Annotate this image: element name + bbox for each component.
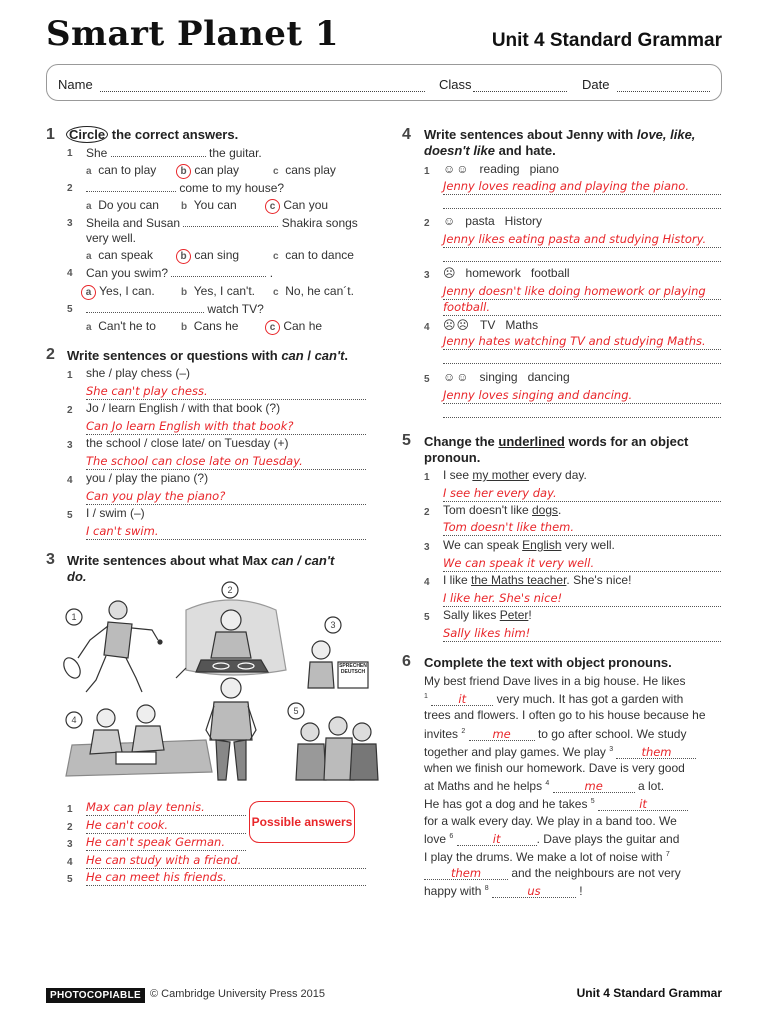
item-number: 3 [67, 440, 73, 451]
exercise-number: 2 [46, 346, 55, 363]
answer-line[interactable]: He can meet his friends. [86, 870, 366, 886]
item-text: Sheila and Susan Shakira songs [86, 216, 358, 230]
option-c[interactable]: c can to dance [273, 248, 354, 262]
item-number: 3 [424, 542, 430, 553]
answer-line[interactable]: Jenny hates watching TV and studying Maths. [443, 334, 721, 350]
item-text: watch TV? [86, 301, 264, 317]
answer-line[interactable]: He can't speak German. [86, 835, 246, 851]
item-prompt: you / play the piano (?) [86, 471, 209, 485]
answer-circle: b [176, 164, 191, 179]
date-label: Date [582, 77, 610, 92]
cooking-drawing [176, 600, 286, 678]
answer-line[interactable]: I see her every day. [443, 486, 721, 502]
max-activities-illustration [56, 580, 382, 790]
item-number: 1 [67, 370, 73, 381]
picture-label-1-text: 1 [71, 612, 77, 622]
exercise-number: 6 [402, 653, 411, 670]
answer-line[interactable]: Sally likes him! [443, 626, 721, 642]
answer-line-blank[interactable] [443, 351, 721, 364]
answer-line[interactable]: He can't cook. [86, 818, 246, 834]
answer-circle: b [176, 249, 191, 264]
item-text: She the guitar. [86, 146, 262, 160]
answer-line[interactable]: Jenny doesn't like doing homework or playing [443, 284, 721, 300]
footer-unit-title: Unit 4 Standard Grammar [576, 986, 722, 1000]
blank-6[interactable]: it [457, 833, 537, 846]
book-title: Smart Planet 1 [46, 14, 340, 54]
option-b[interactable]: b Yes, I can't. [181, 284, 255, 298]
item-number: 1 [424, 166, 430, 177]
class-label: Class [439, 77, 472, 92]
option-c[interactable]: c Can you [265, 198, 328, 214]
friends-drawing [296, 717, 378, 780]
item-prompt: Jo / learn English / with that book (?) [86, 401, 281, 415]
item-prompt: the school / close late/ on Tuesday (+) [86, 436, 289, 450]
option-a[interactable]: a can speak [86, 248, 153, 262]
item-number: 3 [67, 839, 73, 850]
item-number: 2 [67, 183, 73, 194]
option-a[interactable]: a Do you can [86, 198, 159, 212]
sign-text: SPRECHEN DEUTSCH [339, 663, 367, 675]
exercise-2-heading: Write sentences or questions with can / can't. [67, 348, 349, 363]
item-text-line2: very well. [86, 231, 137, 245]
item-number: 4 [67, 475, 73, 486]
item-prompt: I like the Maths teacher. She's nice! [443, 573, 632, 587]
picture-label-2-text: 2 [227, 585, 233, 595]
option-b[interactable]: b can sing [176, 248, 239, 264]
answer-line[interactable]: Jenny likes eating pasta and studying History. [443, 232, 721, 248]
answer-line[interactable]: Max can play tennis. [86, 800, 246, 816]
answer-line[interactable]: Can Jo learn English with that book? [86, 419, 366, 435]
option-b[interactable]: b can play [176, 163, 239, 179]
exercise-number: 5 [402, 432, 411, 449]
option-a[interactable]: a can to play [86, 163, 157, 177]
answer-line[interactable]: Can you play the piano? [86, 489, 366, 505]
photocopiable-badge: PHOTOCOPIABLE [46, 988, 145, 1003]
exercise-6-heading: Complete the text with object pronouns. [424, 655, 672, 670]
item-number: 3 [424, 270, 430, 281]
answer-line[interactable]: football. [443, 300, 721, 316]
item-prompt: ☺ pasta History [443, 214, 542, 228]
exercise-4-heading-line2: doesn't like and hate. [424, 143, 556, 158]
blank-8[interactable]: us [492, 885, 576, 898]
item-prompt: Tom doesn't like dogs. [443, 503, 562, 517]
answer-line[interactable]: She can't play chess. [86, 384, 366, 400]
happy-faces-icon: ☺☺ [443, 370, 470, 384]
item-prompt: ☺☺ reading piano [443, 162, 559, 176]
item-prompt: I / swim (–) [86, 506, 145, 520]
option-b[interactable]: b You can [181, 198, 237, 212]
blank-4[interactable]: me [553, 780, 635, 793]
exercise-number: 1 [46, 126, 55, 143]
answer-line[interactable]: Tom doesn't like them. [443, 520, 721, 536]
item-prompt: We can speak English very well. [443, 538, 615, 552]
name-field[interactable] [100, 77, 425, 92]
option-a[interactable]: a Can't he to [86, 319, 156, 333]
name-label: Name [58, 77, 93, 92]
blank-7[interactable]: them [424, 867, 508, 880]
sad-faces-icon: ☹☹ [443, 318, 471, 332]
option-c[interactable]: c cans play [273, 163, 336, 177]
standing-boy-drawing [206, 678, 256, 780]
item-number: 1 [424, 472, 430, 483]
item-number: 4 [67, 857, 73, 868]
blank-5[interactable]: it [598, 798, 688, 811]
exercise-5-heading: Change the underlined words for an object [424, 434, 689, 449]
answer-line-blank[interactable] [443, 196, 721, 209]
item-prompt: I see my mother every day. [443, 468, 587, 482]
exercise-number: 4 [402, 126, 411, 143]
item-number: 3 [67, 218, 73, 229]
class-field[interactable] [473, 77, 567, 92]
picture-label-3-text: 3 [330, 620, 336, 630]
item-number: 4 [424, 322, 430, 333]
blank-3[interactable]: them [616, 746, 696, 759]
answer-line[interactable]: I like her. She's nice! [443, 591, 721, 607]
answer-line-blank[interactable] [443, 405, 721, 418]
picture-label-5-text: 5 [293, 706, 299, 716]
answer-circle: c [265, 199, 280, 214]
item-text: Can you swim? . [86, 266, 274, 280]
item-prompt: ☹ homework football [443, 266, 570, 280]
answer-line[interactable]: He can study with a friend. [86, 853, 366, 869]
option-c[interactable]: c No, he can´t. [273, 284, 354, 298]
cloze-text: My best friend Dave lives in a big house. He likes $^1$ it very much. It has got a garden with trees and flowers. I often go to his house because he invites $^2$ me to go after school. We study together and play games. We play $^3$ them when we finish our homework. Dave is very good at Maths and he helps $^4$ me a lot. He has got a dog and he takes $^5$ it for a walk every day. We play in a band too. We love $^6$ it . Dave plays the guitar and I play the drums. We make a lot of noise with $^7$ them and the neighbours are not very happy with $^8$ us ! [424, 674, 706, 899]
exercise-3-heading: Write sentences about what Max can / can't [67, 553, 335, 568]
item-number: 5 [424, 374, 430, 385]
option-b[interactable]: b Cans he [181, 319, 239, 333]
answer-line[interactable]: We can speak it very well. [443, 556, 721, 572]
answer-circle: c [265, 320, 280, 335]
option-a[interactable]: a Yes, I can. [81, 284, 155, 300]
item-number: 2 [424, 507, 430, 518]
sad-face-icon: ☹ [443, 266, 456, 280]
item-prompt: ☹☹ TV Maths [443, 318, 539, 332]
item-prompt: Sally likes Peter! [443, 608, 532, 622]
happy-face-icon: ☺ [443, 214, 456, 228]
exercise-1-heading: Circle the correct answers. [66, 127, 238, 143]
item-number: 1 [67, 804, 73, 815]
exercise-5-heading-line2: pronoun. [424, 450, 481, 465]
studying-drawing [66, 705, 212, 776]
item-number: 2 [424, 218, 430, 229]
item-number: 5 [67, 874, 73, 885]
exercise-number: 3 [46, 551, 55, 568]
item-prompt: she / play chess (–) [86, 366, 191, 380]
exercise-3-heading-line2: do. [67, 569, 87, 584]
item-number: 2 [67, 822, 73, 833]
item-number: 1 [67, 148, 73, 159]
item-number: 4 [67, 268, 73, 279]
answer-line[interactable]: The school can close late on Tuesday. [86, 454, 366, 470]
item-number: 4 [424, 577, 430, 588]
blank-2[interactable]: me [469, 728, 535, 741]
copyright-text: © Cambridge University Press 2015 [150, 988, 326, 1000]
unit-title: Unit 4 Standard Grammar [491, 30, 722, 51]
item-number: 5 [67, 304, 73, 315]
option-c[interactable]: c Can he [265, 319, 322, 335]
item-prompt: ☺☺ singing dancing [443, 370, 570, 384]
answer-line[interactable]: Jenny loves reading and playing the piano. [443, 179, 721, 195]
possible-answers-badge: Possible answers [249, 801, 355, 843]
date-field[interactable] [617, 77, 710, 92]
circle-word: Circle [66, 126, 108, 143]
happy-faces-icon: ☺☺ [443, 162, 470, 176]
blank-1[interactable]: it [431, 693, 493, 706]
item-number: 2 [67, 405, 73, 416]
answer-circle: a [81, 285, 96, 300]
item-number: 5 [424, 612, 430, 623]
item-number: 5 [67, 510, 73, 521]
exercise-4-heading: Write sentences about Jenny with love, like, [424, 127, 696, 142]
picture-label-4-text: 4 [71, 715, 77, 725]
answer-line[interactable]: Jenny loves singing and dancing. [443, 388, 721, 404]
item-text: come to my house? [86, 180, 284, 196]
answer-line-blank[interactable] [443, 249, 721, 262]
answer-line[interactable]: I can't swim. [86, 524, 366, 540]
